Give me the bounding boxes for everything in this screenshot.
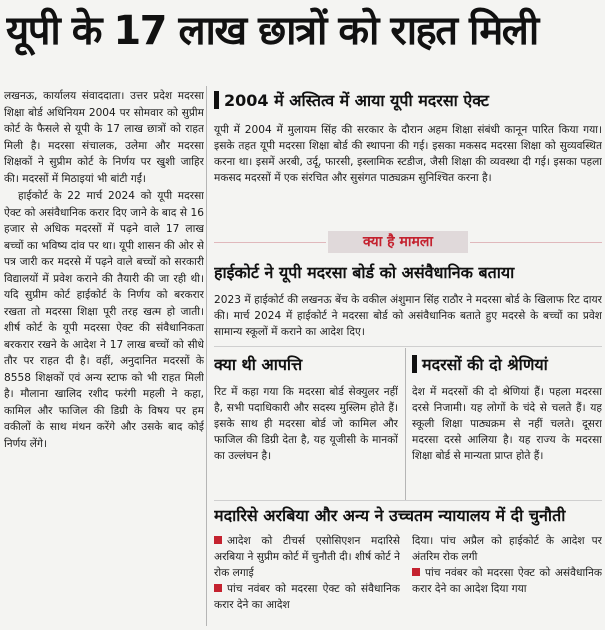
list-item: पांच नवंबर को मदरसा ऐक्ट को संवैधानिक करार देने का आदेश <box>214 583 400 611</box>
list-item: आदेश को टीचर्स एसोसिएशन मदारिसे अरबिया ने सुप्रीम कोर्ट में चुनौती दी। शीर्ष कोर्ट ने रोक लगाई <box>214 535 400 579</box>
section-objection-heading: क्या थी आपत्ति <box>214 355 303 374</box>
section-categories-body: देश में मदरसों की दो श्रेणियां हैं। पहला मदरसा दरसे निजामी। यह लोगों के चंदे से चलते हैं। यह स्कूली शिक्षा पाठ्यक्रम से नहीं चलते। दूसरा मदरसा दरसे आलिया है। यह राज्य के मदरसा शिक्षा बोर्ड से मान्यता प्राप्त होते हैं। <box>412 386 602 462</box>
challenge-left-column <box>214 533 400 628</box>
continuation-text: दिया। पांच अप्रैल को हाईकोर्ट के आदेश पर अंतरिम रोक लगी <box>412 535 602 563</box>
tag-what-is-matter: क्या है मामला <box>328 231 468 253</box>
section-objection <box>214 354 398 496</box>
column-divider <box>206 86 207 626</box>
section-categories-heading-text: मदरसों की दो श्रेणियां <box>422 355 548 374</box>
bullet-square-icon <box>214 536 222 544</box>
section-highcourt <box>214 262 602 340</box>
section-rule <box>214 500 602 501</box>
heading-bar <box>412 355 417 373</box>
section-2004 <box>214 90 602 218</box>
section-rule <box>214 346 602 347</box>
section-categories-heading <box>412 354 602 376</box>
section-highcourt-body: 2023 में हाईकोर्ट की लखनऊ बेंच के वकील अंशुमान सिंह राठौर ने मदरसा बोर्ड के खिलाफ रिट दायर की। मार्च 2024 में हाईकोर्ट ने मदरसा बोर्ड को असंवैधानिक बताते हुए मदरसे के बच्चों का प्रवेश सामान्य स्कूलों में कराने का आदेश दिए। <box>214 294 602 338</box>
section-highcourt-heading: हाईकोर्ट ने यूपी मदरसा बोर्ड को असंवैधानिक बताया <box>214 263 515 282</box>
tag-rule-left <box>214 242 326 243</box>
section-2004-body: यूपी में 2004 में मुलायम सिंह की सरकार के दौरान अहम शिक्षा संबंधी कानून पारित किया गया। इसके तहत यूपी मदरसा शिक्षा बोर्ड की स्थापना की गई। इसका मकसद मदरसा शिक्षा को सुव्यवस्थित करना था। इसमें अरबी, उर्दू, फारसी, इस्लामिक स्टडीज, जैसी शिक्षा की व्यवस्था दी गई। इसका पहला मकसद मदरसों में एक संरचित और सुसंगत पाठ्यक्रम सुनिश्चित करना है। <box>214 124 602 184</box>
list-item: पांच नवंबर को मदरसा ऐक्ट को असंवैधानिक करार देने का आदेश दिया गया <box>412 567 602 595</box>
left-paragraph-1: लखनऊ, कार्यालय संवाददाता। उत्तर प्रदेश मदरसा शिक्षा बोर्ड अधिनियम 2004 पर सोमवार को सुप्रीम कोर्ट के फैसले से यूपी के 17 लाख छात्रों को राहत मिली है। मदरसा संचालक, उलेमा और मदरसा शिक्षकों ने सुप्रीम कोर्ट के निर्णय पर खुशी जाहिर की। मदरसों में मिठाइयां भी बांटी गईं। <box>4 90 204 185</box>
heading-bar <box>214 91 219 109</box>
section-categories <box>412 354 602 496</box>
bullet-square-icon <box>214 584 222 592</box>
challenge-right-column <box>412 533 602 628</box>
section-challenge-heading: मदारिसे अरबिया और अन्य ने उच्चतम न्यायालय में दी चुनौती <box>214 506 566 525</box>
section-2004-heading <box>214 90 602 112</box>
bullet-square-icon <box>412 568 420 576</box>
tag-rule-right <box>470 242 602 243</box>
section-2004-heading-text: 2004 में अस्तित्व में आया यूपी मदरसा ऐक्ट <box>224 91 489 110</box>
left-column <box>4 88 204 626</box>
left-paragraph-2: हाईकोर्ट के 22 मार्च 2024 को यूपी मदरसा ऐक्ट को असंवैधानिक करार दिए जाने के बाद से 16 हजार से अधिक मदरसों में पढ़ने वाले 17 लाख बच्चों का भविष्य दांव पर था। यूपी शासन की ओर से पत्र जारी कर मदरसे में पढ़ने वाले बच्चों को सरकारी विद्यालयों में प्रवेश कराने की तैयारी की जा रही थी। यदि सुप्रीम कोर्ट हाईकोर्ट के निर्णय को बरकरार रखता तो मदरसा शिक्षा पूरी तरह खत्म हो जाती। शीर्ष कोर्ट के यूपी मदरसा ऐक्ट की संवैधानिकता बरकरार रखने के आदेश ने 17 लाख बच्चों को सीधे तौर पर राहत दी है। वहीं, अनुदानित मदरसों के 8558 शिक्षकों एवं अन्य स्टाफ को भी राहत मिली है। मौलाना खालिद रशीद फरंगी महली ने कहा, कामिल और फाजिल की डिग्री के विषय पर हम वकीलों के साथ मंथन करेंगे और उसके बाद कोई निर्णय लेंगे। <box>4 190 204 450</box>
headline: यूपी के 17 लाख छात्रों को राहत मिली <box>6 8 538 54</box>
section-objection-body: रिट में कहा गया कि मदरसा बोर्ड सेक्युलर नहीं है, सभी पदाधिकारी और सदस्य मुस्लिम होते हैं। इसके साथ ही मदरसा बोर्ड जो कामिल और फाजिल की डिग्री देता है, यह यूजीसी के मानकों का उल्लंघन है। <box>214 386 398 462</box>
section-challenge <box>214 505 602 527</box>
column-divider-inner <box>405 348 406 500</box>
